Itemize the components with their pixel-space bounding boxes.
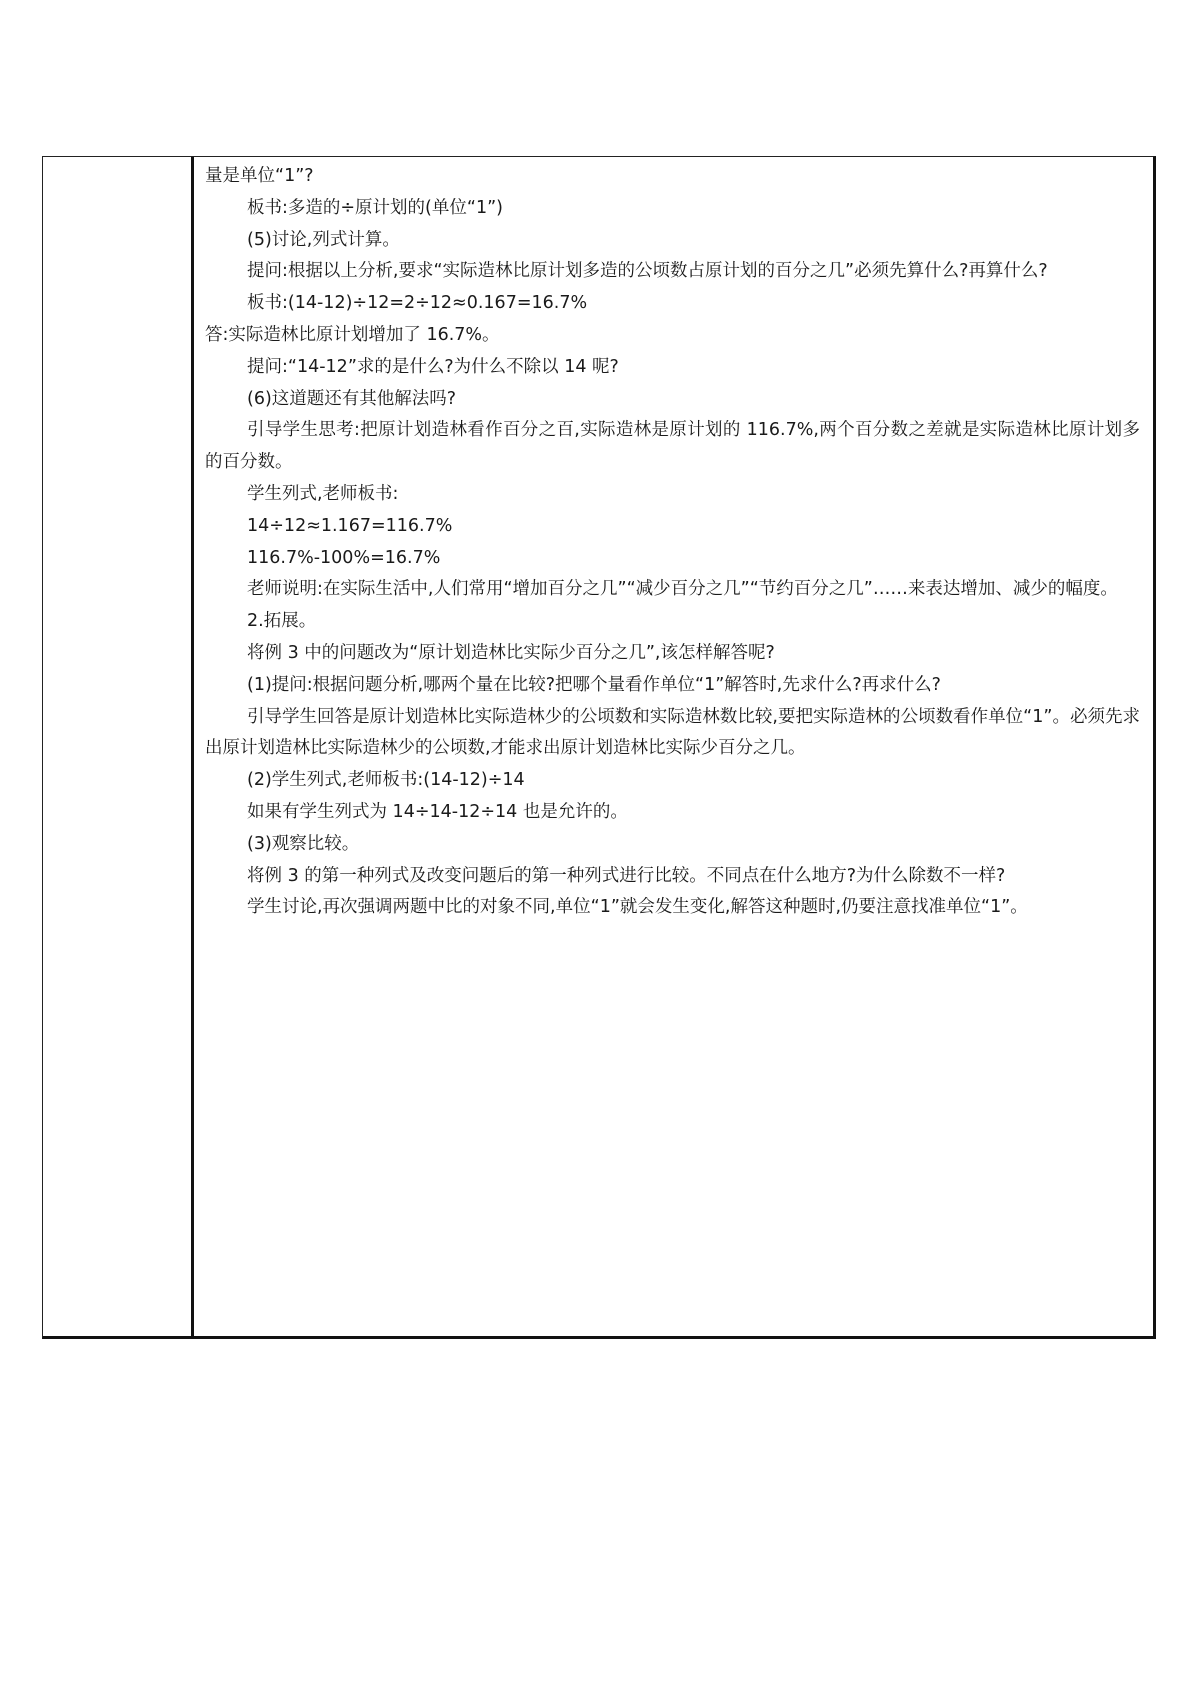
text-line: 如果有学生列式为 14÷14-12÷14 也是允许的。 bbox=[247, 801, 628, 822]
text-paragraph: 将例 3 的第一种列式及改变问题后的第一种列式进行比较。不同点在什么地方?为什么除数不一样? bbox=[247, 865, 1006, 886]
text-paragraph: 学生讨论,再次强调两题中比的对象不同,单位“1”就会发生变化,解答这种题时,仍要注意找准单位“1”。 bbox=[247, 897, 1028, 918]
text-line: 116.7%-100%=16.7% bbox=[247, 547, 441, 568]
text-line: 量是单位“1”? bbox=[205, 166, 314, 186]
lesson-content-cell bbox=[205, 161, 1140, 924]
text-line: 将例 3 中的问题改为“原计划造林比实际少百分之几”,该怎样解答呢? bbox=[247, 642, 775, 663]
text-paragraph: 引导学生思考:把原计划造林看作百分之百,实际造林是原计划的 116.7%,两个百分数之差就是实际造林比原计划多的百分数。 bbox=[205, 420, 1140, 473]
left-column-cell bbox=[43, 157, 194, 1336]
lesson-table bbox=[42, 156, 1156, 1339]
text-line: (3)观察比较。 bbox=[247, 833, 360, 854]
section-heading: 2.拓展。 bbox=[247, 611, 317, 632]
text-line: 学生列式,老师板书: bbox=[247, 483, 399, 504]
text-line: (2)学生列式,老师板书:(14-12)÷14 bbox=[247, 770, 525, 791]
text-paragraph: 提问:根据以上分析,要求“实际造林比原计划多造的公顷数占原计划的百分之几”必须先算什么?再算什么? bbox=[247, 261, 1048, 282]
text-line: 板书:(14-12)÷12=2÷12≈0.167=16.7% bbox=[247, 293, 588, 314]
text-line: 14÷12≈1.167=116.7% bbox=[247, 515, 453, 536]
text-paragraph: 引导学生回答是原计划造林比实际造林少的公顷数和实际造林数比较,要把实际造林的公顷数看作单位“1”。必须先求出原计划造林比实际造林少的公顷数,才能求出原计划造林比实际少百分之几。 bbox=[205, 706, 1140, 759]
text-line: (5)讨论,列式计算。 bbox=[247, 229, 400, 250]
text-line: 板书:多造的÷原计划的(单位“1”) bbox=[247, 197, 503, 218]
text-paragraph: (1)提问:根据问题分析,哪两个量在比较?把哪个量看作单位“1”解答时,先求什么?再求什么? bbox=[247, 674, 941, 695]
text-line: 提问:“14-12”求的是什么?为什么不除以 14 呢? bbox=[247, 356, 619, 377]
text-paragraph: 老师说明:在实际生活中,人们常用“增加百分之几”“减少百分之几”“节约百分之几”……来表达增加、减少的幅度。 bbox=[247, 579, 1118, 600]
text-line: (6)这道题还有其他解法吗? bbox=[247, 388, 457, 409]
text-line: 答:实际造林比原计划增加了 16.7%。 bbox=[205, 324, 500, 345]
